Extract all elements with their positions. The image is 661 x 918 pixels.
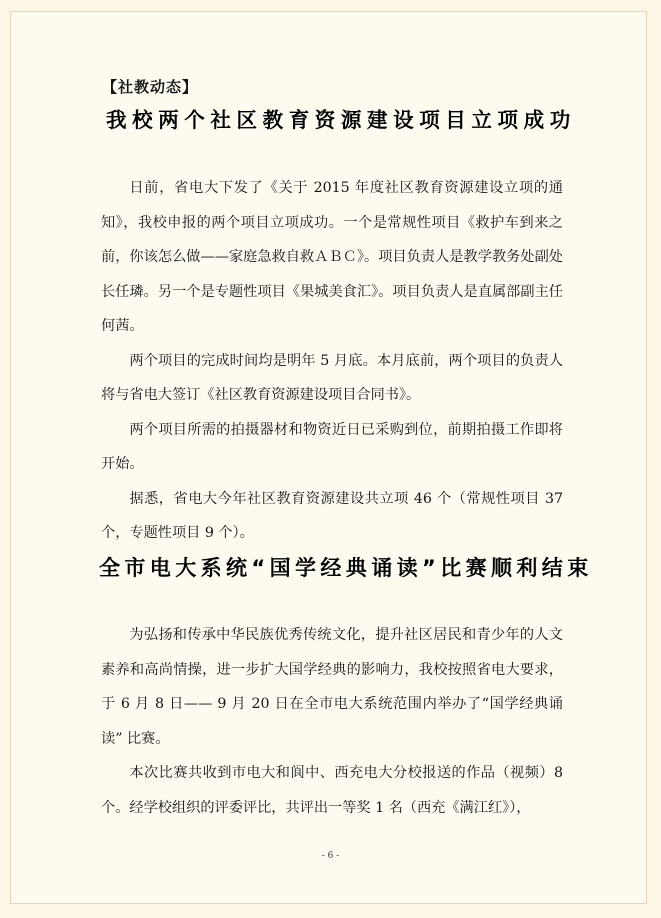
article-1-body [101,171,563,551]
article-2-paragraph-1: 为弘扬和传承中华民族优秀传统文化，提升社区居民和青少年的人文素养和高尚情操，进一步扩大国学经典的影响力，我校按照省电大要求，于 6 月 8 日—— 9 月 20 日在全市电大系统范围内举办了“国学经典诵读” 比赛。 [101,627,563,747]
article-1-paragraph-4: 据悉，省电大今年社区教育资源建设共立项 46 个（常规性项目 37 个，专题性项目 9 个）。 [101,490,563,541]
page-number: - 6 - [321,851,340,861]
article-1-paragraph-2: 两个项目的完成时间均是明年 5 月底。本月底前，两个项目的负责人将与省电大签订《社区教育资源建设项目合同书》。 [101,352,563,403]
article-1-paragraph-3: 两个项目所需的拍摄器材和物资近日已采购到位，前期拍摄工作即将开始。 [101,421,563,472]
article-2-body [101,618,563,825]
article-2-paragraph-2: 本次比赛共收到市电大和阆中、西充电大分校报送的作品（视频）8 个。经学校组织的评委评比，共评出一等奖 1 名（西充《满江红》）， [101,765,563,816]
article-2-title: 全市电大系统“国学经典诵读”比赛顺利结束 [99,556,593,580]
article-1-paragraph-1: 日前，省电大下发了《关于 2015 年度社区教育资源建设立项的通知》，我校申报的两个项目立项成功。一个是常规性项目《救护车到来之前，你该怎么做——家庭急救自救ＡＢＣ》。项目负责人是教学教务处副处长任璘。另一个是专题性项目《果城美食汇》。项目负责人是直属部副主任何茜。 [101,180,563,334]
section-tag: 【社教动态】 [102,78,199,96]
article-1-title: 我校两个社区教育资源建设项目立项成功 [106,108,576,132]
